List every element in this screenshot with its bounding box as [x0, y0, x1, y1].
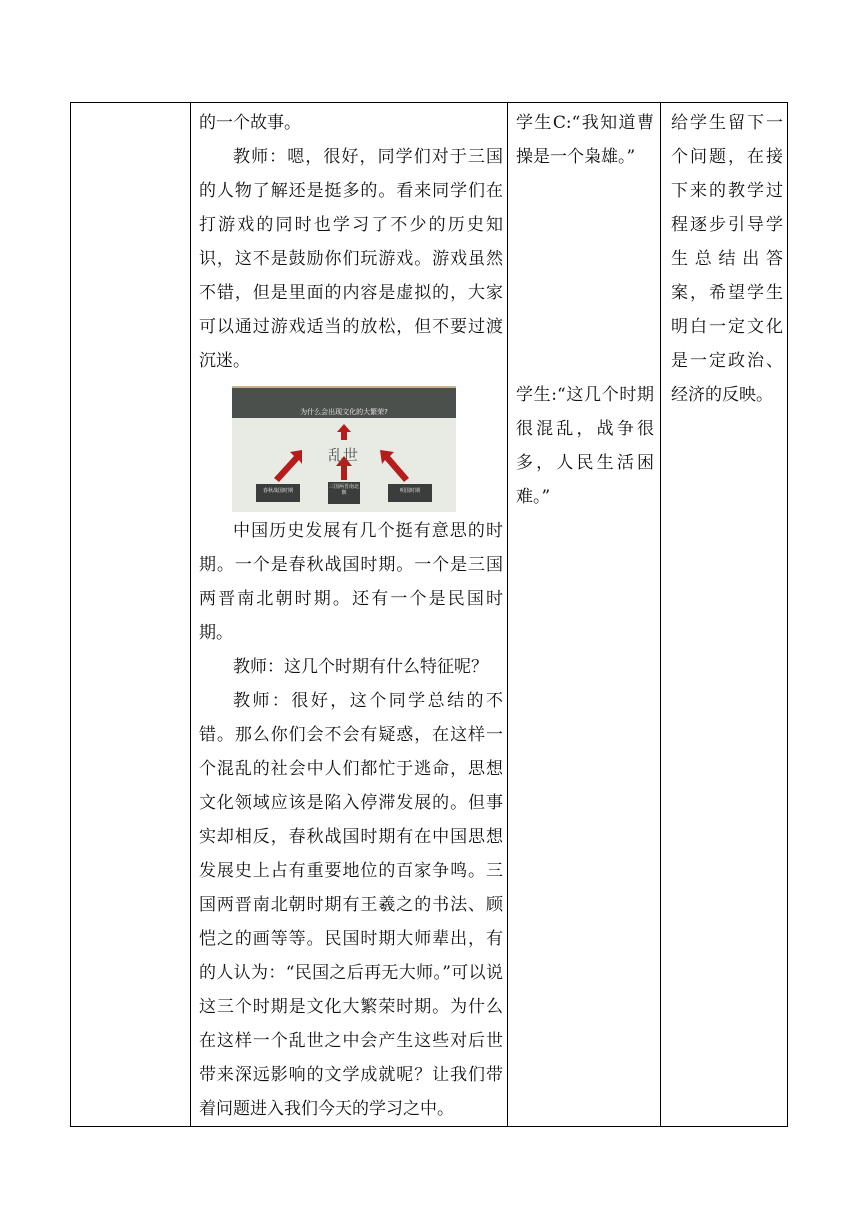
- slide-title: 为什么会出现文化的大繁荣?: [300, 408, 388, 416]
- design-intent-cell: [661, 103, 788, 1127]
- slide-image: [232, 386, 456, 512]
- content-paragraph-5: 教师：很好，这个同学总结的不错。那么你们会不会有疑惑，在这样一个混乱的社会中人们都忙于逃命，思想文化领域应该是陷入停滞发展的。但事实却相反，春秋战国时期有在中国思想发展史上占有重要地位的百家争鸣。三国两晋南北朝时期有王羲之的书法、顾恺之的画等等。民国时期大师辈出，有的人认为：“民国之后再无大师。”可以说这三个时期是文化大繁荣时期。为什么在这样一个乱世之中会产生这些对后世带来深远影响的文学成就呢？让我们带着问题进入我们今天的学习之中。: [199, 691, 503, 1119]
- content-paragraph-1: 的一个故事。: [199, 113, 301, 133]
- content-paragraph-4: 教师：这几个时期有什么特征呢？: [233, 657, 488, 677]
- slide-box-middle: 三国两晋南北朝: [328, 482, 360, 504]
- student-response-2: 学生:“这几个时期很混乱，战争很多，人民生活困难。”: [516, 385, 654, 507]
- slide-box-right: 明国时期: [388, 484, 432, 502]
- teaching-content-cell: [191, 103, 508, 1127]
- content-paragraph-2: 教师：嗯，很好，同学们对于三国的人物了解还是挺多的。看来同学们在打游戏的同时也学习了不少的历史知识，这不是鼓励你们玩游戏。游戏虽然不错，但是里面的内容是虚拟的，大家可以通过游戏适当的放松，但不要过渡沉迷。: [199, 147, 503, 371]
- design-intent-note: 给学生留下一个问题，在接下来的教学过程逐步引导学 生总结出答案，希望学生明白一定文化是一定政治、经济的反映。: [671, 113, 783, 405]
- table-row: [71, 103, 788, 1127]
- lesson-plan-table: [70, 102, 788, 1127]
- diagonal-arrow-icon: [380, 450, 409, 482]
- student-activity-cell: [508, 103, 661, 1127]
- diagonal-arrow-icon: [274, 450, 302, 482]
- stage-cell: [71, 103, 191, 1127]
- slide-box-left: 春秋战国时期: [256, 484, 300, 502]
- content-paragraph-3: 中国历史发展有几个挺有意思的时期。一个是春秋战国时期。一个是三国两晋南北朝时期。还有一个是民国时期。: [199, 521, 503, 643]
- slide-center-word: 乱世: [328, 446, 359, 464]
- student-response-1: 学生C:“我知道曹操是一个枭雄。”: [516, 113, 654, 167]
